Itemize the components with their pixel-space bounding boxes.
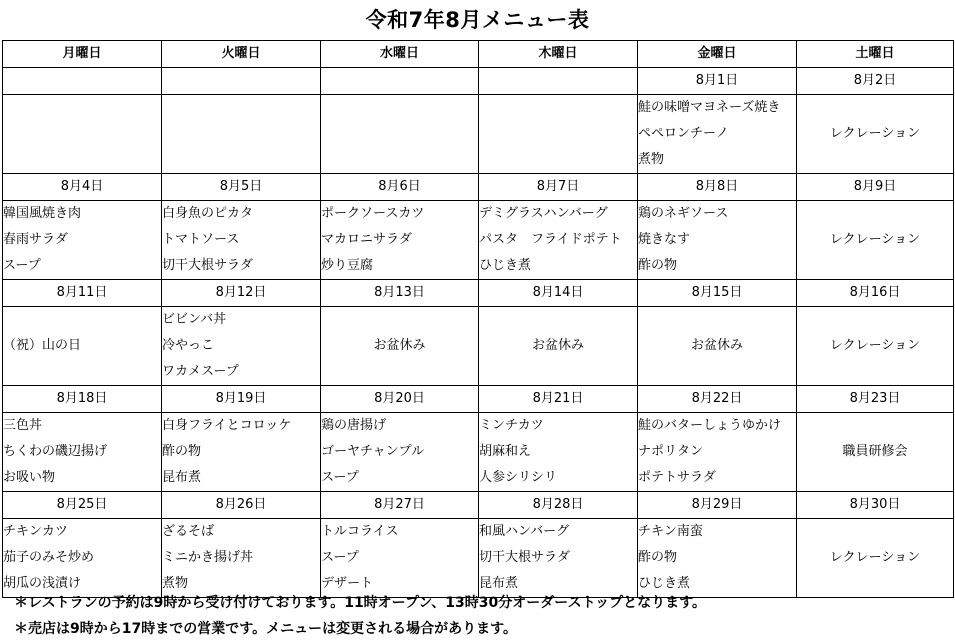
menu-item: 煮物 [162,576,189,591]
event-cell: お盆休み [638,307,797,386]
menu-cell [3,519,162,598]
menu-item: トマトソース [162,232,240,247]
menu-item: 三色丼 [3,418,43,433]
date-cell: 8月30日 [797,492,954,519]
menu-item: スープ [321,470,359,485]
menu-cell [162,307,321,386]
menu-item: ざるそば [162,524,215,539]
date-cell: 8月27日 [321,492,479,519]
menu-item: 煮物 [638,152,665,167]
menu-item: ビビンバ丼 [162,312,227,327]
menu-item: 焼きなす [638,232,691,247]
menu-cell [3,201,162,280]
menu-item: お吸い物 [3,470,56,485]
weekday-header: 月曜日 [3,41,162,68]
date-row [3,492,954,519]
date-row [3,386,954,413]
event-cell: お盆休み [479,307,638,386]
menu-cell [162,519,321,598]
note-reservation: ＊レストランの予約は9時から受け付けております。11時オープン、13時30分オーダーストップとなります。 [14,595,707,611]
menu-item: ひじき煮 [638,576,691,591]
date-cell: 8月19日 [162,386,321,413]
menu-item: ちくわの磯辺揚げ [3,444,108,459]
menu-cell [162,95,321,174]
menu-item: 切干大根サラダ [479,550,570,565]
menu-table [2,40,954,598]
menu-item: 鶏のネギソース [638,206,729,221]
menu-item: 炒り豆腐 [321,258,374,273]
date-cell: 8月4日 [3,174,162,201]
menu-item: 昆布煮 [162,470,202,485]
menu-cell [638,95,797,174]
menu-row [3,307,954,386]
menu-cell [479,413,638,492]
date-cell: 8月25日 [3,492,162,519]
menu-item: 酢の物 [162,444,202,459]
menu-item: パスタ フライドポテト [479,232,622,247]
menu-cell [162,413,321,492]
menu-item: ミンチカツ [479,418,544,433]
menu-cell [3,95,162,174]
menu-item: 胡麻和え [479,444,532,459]
date-cell: 8月13日 [321,280,479,307]
event-cell: レクレーション [797,95,954,174]
date-cell: 8月11日 [3,280,162,307]
event-cell: レクレーション [797,201,954,280]
menu-body [3,68,954,598]
date-cell: 8月16日 [797,280,954,307]
date-cell [479,68,638,95]
menu-cell [638,201,797,280]
menu-row [3,201,954,280]
menu-item: トルコライス [321,524,399,539]
menu-item: 鮭の味噌マヨネーズ焼き [638,100,781,115]
menu-item: 鶏の唐揚げ [321,418,387,433]
menu-item: ワカメスープ [162,364,239,379]
menu-item: ポテトサラダ [638,470,716,485]
menu-item: 春雨サラダ [3,232,68,247]
menu-item: 白身フライとコロッケ [162,418,292,433]
weekday-header: 金曜日 [638,41,797,68]
menu-cell [321,413,479,492]
menu-cell [321,95,479,174]
date-cell: 8月29日 [638,492,797,519]
date-cell: 8月21日 [479,386,638,413]
date-cell [321,68,479,95]
event-cell: （祝）山の日 [3,307,162,386]
date-cell: 8月2日 [797,68,954,95]
note-shop: ＊売店は9時から17時までの営業です。メニューは変更される場合があります。 [14,621,517,637]
date-cell: 8月15日 [638,280,797,307]
menu-cell [162,201,321,280]
menu-item: 人参シリシリ [479,470,558,485]
date-cell: 8月22日 [638,386,797,413]
menu-item: デミグラスハンバーグ [479,206,608,221]
menu-row [3,95,954,174]
date-cell: 8月8日 [638,174,797,201]
menu-cell [479,201,638,280]
date-cell: 8月23日 [797,386,954,413]
menu-item: デザート [321,576,374,591]
menu-item: 茄子のみそ炒め [3,550,95,565]
date-cell: 8月5日 [162,174,321,201]
menu-cell [3,413,162,492]
menu-item: 昆布煮 [479,576,519,591]
date-cell: 8月14日 [479,280,638,307]
menu-cell [479,95,638,174]
date-row [3,68,954,95]
date-cell: 8月18日 [3,386,162,413]
menu-item: ナポリタン [638,444,704,459]
date-cell: 8月12日 [162,280,321,307]
menu-item: 和風ハンバーグ [479,524,570,539]
date-row [3,174,954,201]
menu-item: スープ [3,258,41,273]
menu-item: 胡瓜の浅漬け [3,576,82,591]
date-cell: 8月20日 [321,386,479,413]
menu-item: 切干大根サラダ [162,258,253,273]
menu-cell [479,519,638,598]
menu-item: 白身魚のピカタ [162,206,254,221]
weekday-header: 木曜日 [479,41,638,68]
menu-item: ミニかき揚げ丼 [162,550,254,565]
date-row [3,280,954,307]
date-cell: 8月9日 [797,174,954,201]
event-cell: レクレーション [797,307,954,386]
weekday-header-row [3,41,954,68]
event-cell: レクレーション [797,519,954,598]
date-cell: 8月7日 [479,174,638,201]
event-cell: お盆休み [321,307,479,386]
date-cell: 8月26日 [162,492,321,519]
menu-item: ペペロンチーノ [638,126,729,141]
menu-item: ポークソースカツ [321,206,425,221]
date-cell: 8月28日 [479,492,638,519]
menu-item: 冷やっこ [162,338,215,353]
date-cell: 8月6日 [321,174,479,201]
menu-row [3,519,954,598]
date-cell [3,68,162,95]
menu-item: マカロニサラダ [321,232,412,247]
menu-item: ゴーヤチャンプル [321,444,425,459]
weekday-header: 火曜日 [162,41,321,68]
menu-item: ひじき煮 [479,258,532,273]
menu-item: スープ [321,550,359,565]
menu-cell [638,413,797,492]
menu-item: チキン南蛮 [638,524,703,539]
date-cell: 8月1日 [638,68,797,95]
menu-cell [321,201,479,280]
menu-item: 酢の物 [638,550,678,565]
menu-item: 酢の物 [638,258,678,273]
menu-item: 韓国風焼き肉 [3,206,82,221]
date-cell [162,68,321,95]
menu-cell [321,519,479,598]
menu-item: チキンカツ [3,524,68,539]
menu-row [3,413,954,492]
page-title: 令和7年8月メニュー表 [365,8,590,32]
weekday-header: 水曜日 [321,41,479,68]
notes [14,590,944,642]
weekday-header: 土曜日 [797,41,954,68]
menu-item: 鮭のバターしょうゆかけ [638,418,782,433]
menu-cell [638,519,797,598]
event-cell: 職員研修会 [797,413,954,492]
